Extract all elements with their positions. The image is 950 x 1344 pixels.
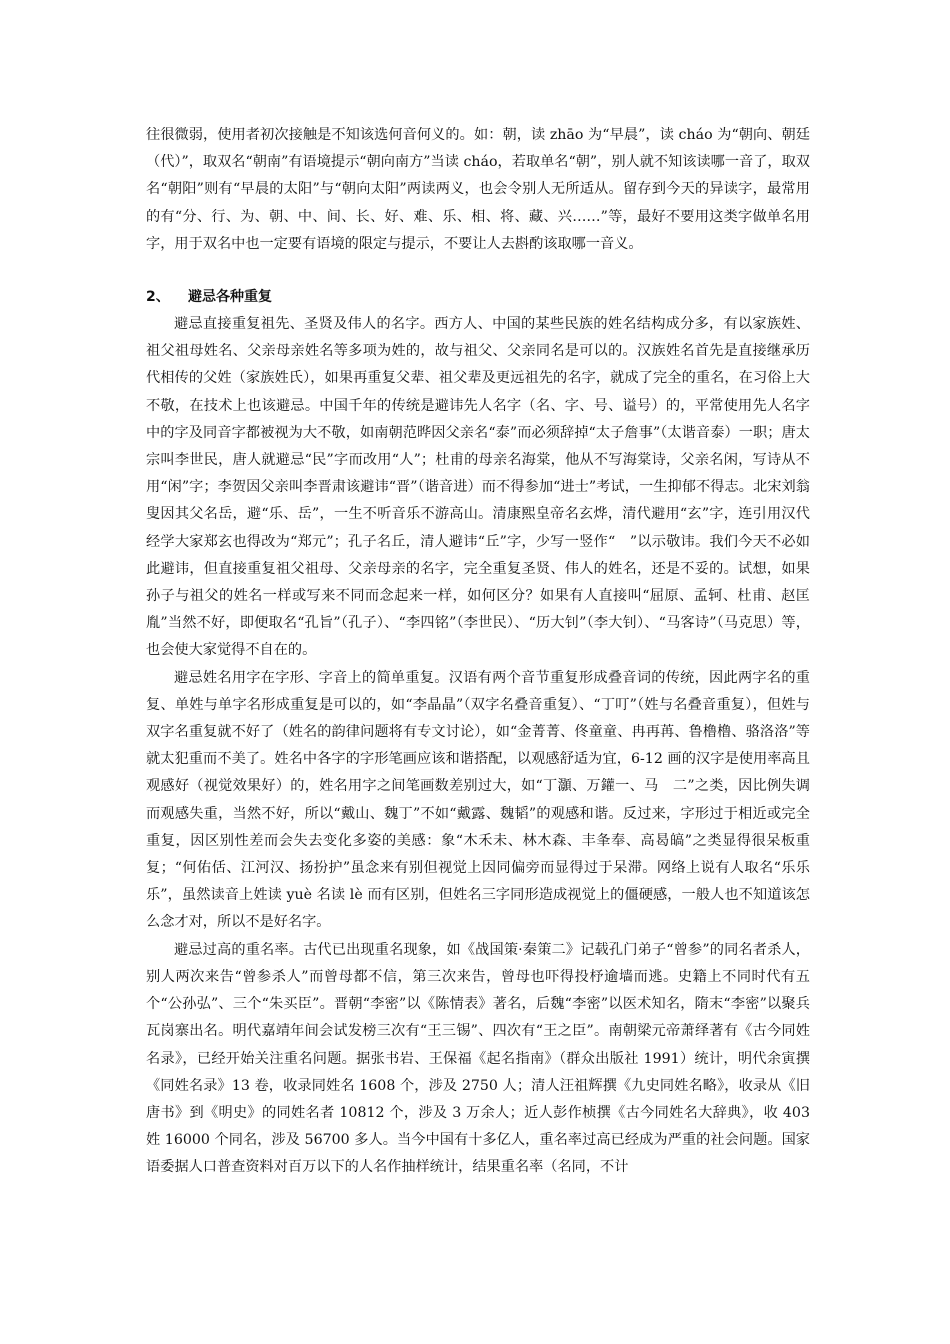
body-paragraph-2: 避忌姓名用字在字形、字音上的简单重复。汉语有两个音节重复形成叠音词的传统，因此两字名的重复、单姓与单字名形成重复是可以的，如“李晶晶”（双字名叠音重复）、“丁叮”（姓与名叠音重复），但姓与双字名重复就不好了（姓名的韵律问题将有专文讨论），如“金菁菁、佟童童、冉再苒、鲁橹橹、骆洛洛”等就太犯重而不美了。姓名中各字的字形笔画应该和谐搭配，以观感舒适为宜，6-12 画的汉字是使用率高且观感好（视觉效果好）的，姓名用字之间笔画数差别过大，如“丁灝、万鑵一、马 二”之类，因比例失调而观感失重，当然不好，所以“戴山、魏丁”不如“戴露、魏韬”的观感和谐。反过来，字形过于相近或完全重复，因区别性差而会失去变化多姿的美感：象“木禾未、林木森、丰夆奉、高曷皜”之类显得很呆板重复；“何佑佸、江河汉、扬扮护”虽念来有别但视觉上因同偏旁而显得过于呆滞。网络上说有人取名“乐乐乐”，虽然读音上姓读 yuè 名读 lè 而有区别，但姓名三字同形造成视觉上的僵硬感，一般人也不知道该怎么念才对，所以不是好名字。	[146, 669, 810, 931]
intro-paragraph: 往很微弱，使用者初次接触是不知该选何音何义的。如：朝，读 zhāo 为“早晨”，读 cháo 为“朝向、朝廷（代）”，取双名“朝南”有语境提示“朝向南方”当读 cháo，若取单名“朝”，别人就不知该读哪一音了，取双名“朝阳”则有“早晨的太阳”与“朝向太阳”两读两义，也会令别人无所适从。留存到今天的异读字，最常用的有“分、行、为、朝、中、间、长、好、难、乐、相、将、藏、兴……”等，最好不要用这类字做单名用字，用于双名中也一定要有语境的限定与提示，不要让人去斟酌该取哪一音义。	[146, 127, 810, 252]
section-heading	[146, 284, 810, 311]
body-paragraph-1: 避忌直接重复祖先、圣贤及伟人的名字。西方人、中国的某些民族的姓名结构成分多，有以家族姓、祖父祖母姓名、父亲母亲姓名等多项为姓的，故与祖父、父亲同名是可以的。汉族姓名首先是直接继承历代相传的父姓（家族姓氏），如果再重复父辈、祖父辈及更远祖先的名字，就成了完全的重名，在习俗上大不敬，在技术上也该避忌。中国千年的传统是避讳先人名字（名、字、号、谥号）的，平常使用先人名字中的字及同音字都被视为大不敬，如南朝范晔因父亲名“泰”而必须辞掉“太子詹事”（太谐音泰）一职；唐太宗叫李世民，唐人就避忌“民”字而改用“人”；杜甫的母亲名海棠，他从不写海棠诗，父亲名闲，写诗从不用“闲”字；李贺因父亲叫李晋肃该避讳“晋”（谐音进）而不得参加“进士”考试，一生抑郁不得志。北宋刘翁叟因其父名岳，避“乐、岳”，一生不听音乐不游高山。清康熙皇帝名玄烨，清代避用“玄”字，连引用汉代经学大家郑玄也得改为“郑元”；孔子名丘，清人避讳“丘”字，少写一竖作“ ”以示敬讳。我们今天不必如此避讳，但直接重复祖父祖母、父亲母亲的名字，完全重复圣贤、伟人的姓名，还是不妥的。试想，如果孙子与祖父的姓名一样或写来不同而念起来一样，如何区分？如果有人直接叫“屈原、孟轲、杜甫、赵匡胤”当然不好，即便取名“孔旨”（孔子）、“李四铭”（李世民）、“历大钊”（李大钊）、“马客诗”（马克思）等，也会使大家觉得不自在的。	[146, 316, 810, 659]
paragraph-spacer	[146, 258, 810, 284]
document-page	[146, 122, 810, 1182]
section-title: 避忌各种重复	[188, 289, 272, 306]
section-number: 2、	[146, 289, 170, 306]
body-paragraph-3: 避忌过高的重名率。古代已出现重名现象，如《战国策·秦策二》记载孔门弟子“曾参”的同名者杀人，别人两次来告“曾参杀人”而曾母都不信，第三次来告，曾母也吓得投杼逾墙而逃。史籍上不同时代有五个“公孙弘”、三个“朱买臣”。晋朝“李密”以《陈情表》著名，后魏“李密”以医术知名，隋末“李密”以聚兵瓦岗寨出名。明代嘉靖年间会试发榜三次有“王三锡”、四次有“王之臣”。南朝梁元帝萧绎著有《古今同姓名录》，已经开始关注重名问题。据张书岩、王保福《起名指南》（群众出版社 1991）统计，明代余寅撰《同姓名录》13 卷，收录同姓名 1608 个，涉及 2750 人；清人汪祖辉撰《九史同姓名略》，收录从《旧唐书》到《明史》的同姓名者 10812 个，涉及 3 万余人；近人彭作桢撰《古今同姓名大辞典》，收 403 姓 16000 个同名，涉及 56700 多人。当今中国有十多亿人，重名率过高已经成为严重的社会问题。国家语委据人口普查资料对百万以下的人名作抽样统计，结果重名率（名同，不计	[146, 941, 810, 1176]
